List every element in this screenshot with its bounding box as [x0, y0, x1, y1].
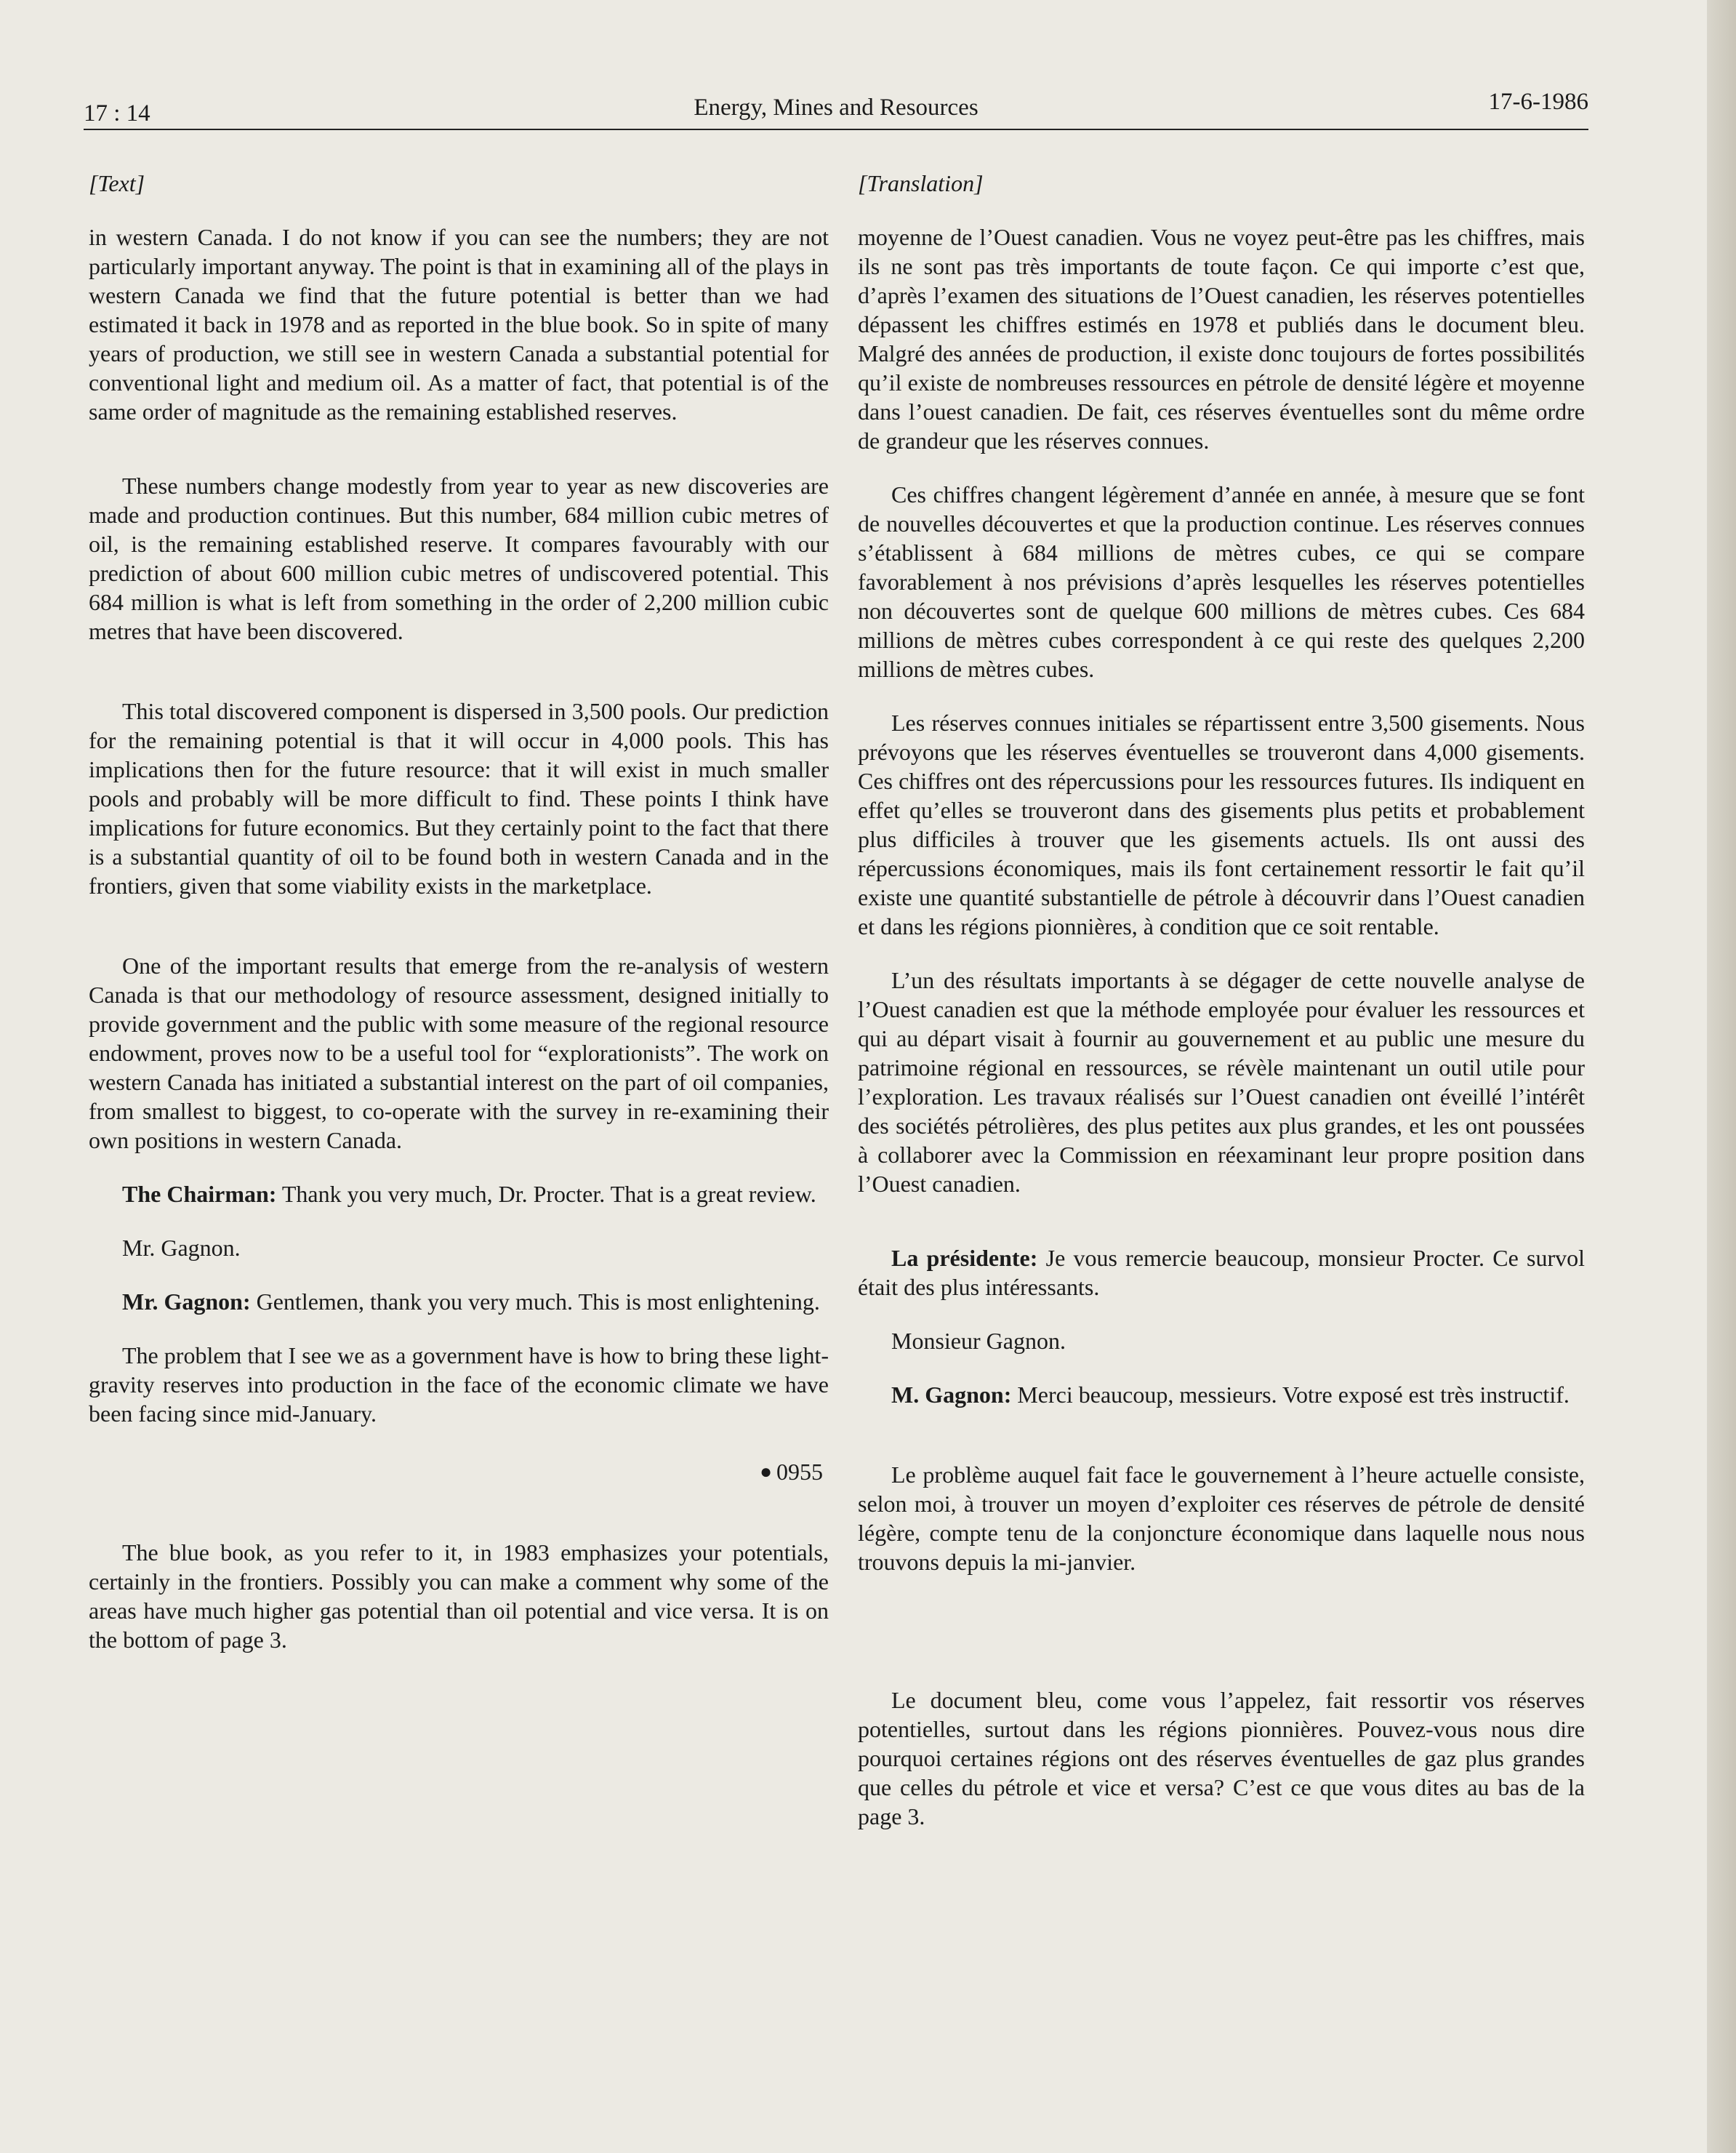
speaker-name: M. Gagnon: — [891, 1382, 1012, 1408]
paragraph — [89, 1179, 829, 1208]
bullet-icon: ● — [760, 1461, 772, 1483]
page-title: Energy, Mines and Resources — [694, 95, 978, 121]
timestamp-value: 0955 — [776, 1459, 823, 1485]
speech-text: Gentlemen, thank you very much. This is most enlightening. — [250, 1288, 820, 1315]
speech-text: Merci beaucoup, messieurs. Votre exposé est très instructif. — [1011, 1382, 1570, 1408]
paragraph: Les réserves connues initiales se répartissent entre 3,500 gisements. Nous prévoyons que les réserves éventuelles se trouveront dans 4,000 gisements. Ces chiffres ont des répercussions pour les ressources futures. Ils indiquent en effet qu’elles se trouveront dans des gisements plus petits et probablement plus difficiles à trouver que les gisements actuels. Ils ont aussi des répercussions économiques, mais ils font certainement ressortir le fait qu’il existe une quantité substantielle de pétrole à découvrir dans l’Ouest canadien et dans les régions pionnières, à condition que ce soit rentable. — [858, 710, 1585, 939]
paragraph — [858, 1380, 1585, 1409]
speaker-name: La présidente: — [891, 1245, 1038, 1271]
paragraph: moyenne de l’Ouest canadien. Vous ne voyez peut-être pas les chiffres, mais ils ne sont pas très importants de toute façon. Ce qui importe c’est que, d’après l’examen des situations de l’Ouest canadien, les réserves potentielles dépassent les chiffres estimés en 1978 et publiés dans le document bleu. Malgré des années de production, il existe donc toujours de fortes possibilités qu’il existe de nombreuses ressources en pétrole de densité légère et moyenne dans l’ouest canadien. De fait, ces réserves éventuelles sont du même ordre de grandeur que les réserves connues. — [858, 224, 1585, 454]
page-header — [84, 86, 1588, 131]
paragraph — [858, 1243, 1585, 1302]
paragraph: L’un des résultats importants à se dégager de cette nouvelle analyse de l’Ouest canadien est que la méthode employée pour évaluer les ressources et qui au départ visait à fournir au gouvernement et au public une mesure du patrimoine régional en ressources, se révèle maintenant un outil utile pour l’exploration. Les travaux réalisés sur l’Ouest canadien ont éveillé l’intérêt des sociétés pétrolières, des plus petites aux plus grandes, et les ont poussées à collaborer avec la Commission en réexaminant leur propre position dans l’Ouest canadien. — [858, 967, 1585, 1197]
paragraph: Le document bleu, come vous l’appelez, fait ressortir vos réserves potentielles, surtout dans les régions pionnières. Pouvez-vous nous dire pourquoi certaines régions ont des réserves éventuelles de gaz plus grandes que celles du pétrole et vice et versa? C’est ce que vous dites au bas de la page 3. — [858, 1687, 1585, 1829]
paragraph: These numbers change modestly from year to year as new discoveries are made and production continues. But this number, 684 million cubic metres of oil, is the remaining established reserve. It compares favourably with our prediction of about 600 million cubic metres of undiscovered potential. This 684 million is what is left from something in the order of 2,200 million cubic metres that have been discovered. — [89, 473, 829, 644]
page-date: 17-6-1986 — [1488, 89, 1588, 115]
translation-label: [Translation] — [858, 170, 984, 196]
paragraph: One of the important results that emerge from the re-analysis of western Canada is that our methodology of resource assessment, designed initially to provide government and the public with some measure of the regional resource endowment, proves now to be a useful tool for “explorationists”. The work on western Canada has initiated a substantial interest on the part of oil companies, from smallest to biggest, to co-operate with the survey in re-examining their own positions in western Canada. — [89, 953, 829, 1153]
header-rule — [84, 129, 1588, 130]
speech-text: Je vous remercie beaucoup, monsieur Procter. Ce survol était des plus intéressants. — [858, 1245, 1586, 1300]
speaker-name: Mr. Gagnon: — [122, 1288, 251, 1315]
paragraph — [89, 1287, 829, 1316]
page-spine-shadow — [1707, 0, 1736, 2153]
paragraph: in western Canada. I do not know if you can see the numbers; they are not particularly important anyway. The point is that in examining all of the plays in western Canada we find that the future potential is better than we had estimated it back in 1978 and as reported in the blue book. So in spite of many years of production, we still see in western Canada a substantial potential for conventional light and medium oil. As a matter of fact, that potential is of the same order of magnitude as the remaining established reserves. — [89, 224, 829, 425]
page-number: 17 : 14 — [84, 100, 150, 127]
paragraph: Monsieur Gagnon. — [891, 1328, 1066, 1354]
french-column — [858, 169, 1585, 1831]
speech-text: Thank you very much, Dr. Procter. That is a great review. — [276, 1181, 816, 1207]
timestamp — [89, 1457, 829, 1487]
paragraph: Mr. Gagnon. — [122, 1235, 241, 1261]
paragraph: This total discovered component is dispersed in 3,500 pools. Our prediction for the remaining potential is that it will occur in 4,000 pools. This has implications then for the future resource: that it will exist in much smaller pools and probably will be more difficult to find. These points I think have implications for future economics. But they certainly point to the fact that there is a substantial quantity of oil to be found both in western Canada and in the frontiers, given that some viability exists in the marketplace. — [89, 698, 829, 899]
paragraph: The problem that I see we as a government have is how to bring these light-gravity reserves into production in the face of the economic climate we have been facing since mid-January. — [89, 1342, 829, 1427]
paragraph: Le problème auquel fait face le gouvernement à l’heure actuelle consiste, selon moi, à trouver un moyen d’exploiter ces réserves de pétrole de densité légère, compte tenu de la conjoncture économique dans laquelle nous nous trouvons depuis la mi-janvier. — [858, 1462, 1585, 1575]
speaker-name: The Chairman: — [122, 1181, 277, 1207]
paragraph: Ces chiffres changent légèrement d’année en année, à mesure que se font de nouvelles découvertes et que la production continue. Les réserves connues s’établissent à 684 millions de mètres cubes, ce qui se compare favorablement à nos prévisions d’après lesquelles les réserves potentielles non découvertes sont de quelque 600 millions de mètres cubes. Ces 684 millions de mètres cubes correspondent à ce qui reste des quelques 2,200 millions de mètres cubes. — [858, 481, 1585, 682]
english-column — [89, 169, 829, 1654]
paragraph: The blue book, as you refer to it, in 1983 emphasizes your potentials, certainly in the frontiers. Possibly you can make a comment why some of the areas have much higher gas potential than oil potential and vice versa. It is on the bottom of page 3. — [89, 1539, 829, 1653]
text-label: [Text] — [89, 170, 145, 196]
